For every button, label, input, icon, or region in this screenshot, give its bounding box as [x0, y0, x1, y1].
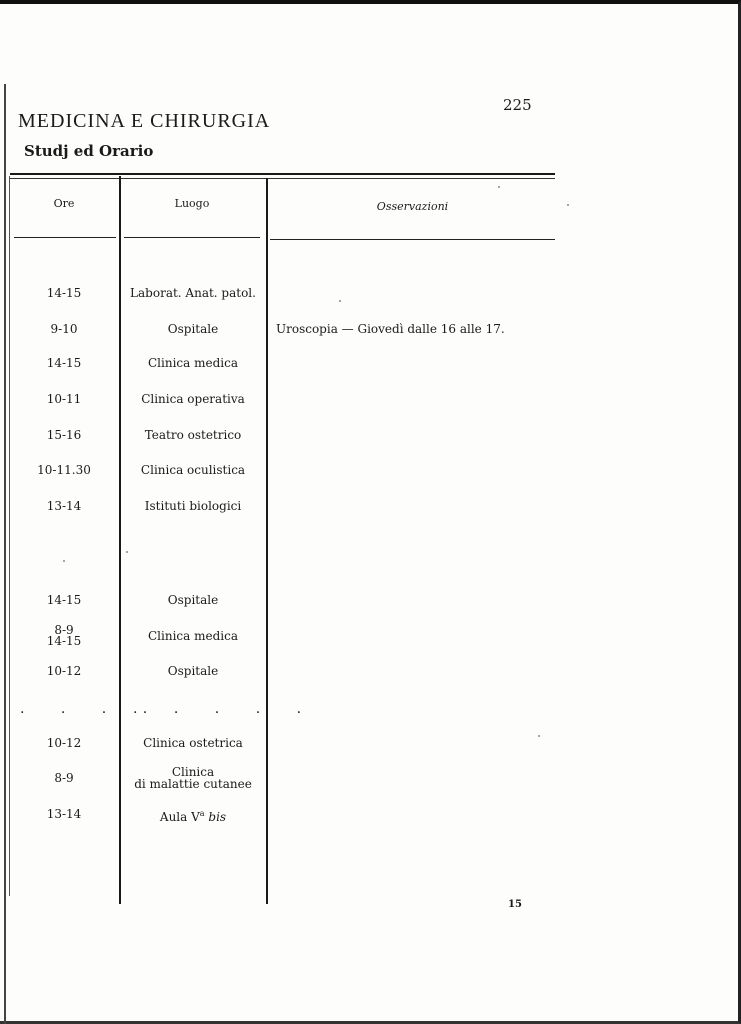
cell-luogo: Clinica medica: [148, 356, 238, 370]
print-speck: [63, 560, 65, 562]
ellipsis-ore: . . . .: [20, 701, 164, 717]
column-header-ore: Ore: [53, 197, 75, 210]
print-speck: [498, 186, 500, 188]
column-divider-luogo-osservazioni: [266, 178, 268, 904]
header-rule-ore: [14, 237, 116, 238]
cell-ore-line2: 14-15: [46, 634, 82, 648]
cell-luogo: Laborat. Anat. patol.: [130, 286, 256, 300]
column-header-luogo: Luogo: [174, 197, 210, 210]
binding-edge: [4, 84, 6, 1024]
cell-luogo: Ospitale: [167, 322, 219, 336]
column-divider-ore-luogo: [119, 176, 121, 904]
cell-luogo-text: Aula V: [159, 810, 200, 824]
cell-ore: 10-12: [46, 664, 82, 678]
cell-luogo: Teatro ostetrico: [144, 428, 242, 442]
cell-luogo: Ospitale: [167, 664, 219, 678]
cell-luogo-line2: di malattie cutanee: [134, 777, 252, 791]
signature-mark: 15: [508, 899, 522, 910]
cell-ore: 8-9: [54, 771, 74, 785]
cell-ore-line1: 8-9: [54, 623, 74, 637]
section-title: MEDICINA E CHIRURGIA: [18, 110, 271, 132]
cell-ore: 14-15: [46, 356, 82, 370]
cell-ore: 15-16: [46, 428, 82, 442]
print-speck: [126, 551, 128, 553]
cell-ore: 13-14: [46, 499, 82, 513]
ellipsis-luogo: . . . . .: [133, 701, 318, 717]
cell-ore: 14-15: [46, 286, 82, 300]
column-header-osservazioni: Osservazioni: [376, 200, 449, 213]
cell-luogo: Ospitale: [167, 593, 219, 607]
cell-ore: 9-10: [50, 322, 78, 336]
cell-luogo: [122, 808, 264, 823]
cell-luogo: Clinica ostetrica: [143, 736, 243, 750]
cell-ore: 10-11.30: [37, 463, 91, 477]
table-top-rule-thin: [10, 178, 555, 179]
page-number: 225: [503, 96, 532, 114]
cell-luogo: Clinica medica: [148, 629, 238, 643]
table-top-rule: [10, 173, 555, 175]
table-left-border: [9, 176, 10, 896]
section-subtitle: Studj ed Orario: [24, 142, 154, 160]
cell-ore: 13-14: [46, 807, 82, 821]
header-rule-osservazioni: [270, 239, 555, 240]
cell-ore: 14-15: [46, 593, 82, 607]
print-speck: [538, 735, 540, 737]
cell-luogo: Clinica operativa: [141, 392, 245, 406]
print-speck: [567, 204, 569, 206]
cell-ore: 10-11: [46, 392, 82, 406]
cell-luogo-line1: Clinica: [171, 765, 215, 779]
header-rule-luogo: [124, 237, 260, 238]
cell-luogo: Clinica oculistica: [140, 463, 246, 477]
cell-luogo-suffix: bis: [208, 810, 227, 824]
cell-luogo-superscript: a: [199, 809, 205, 818]
cell-luogo: Istituti biologici: [144, 499, 242, 513]
cell-ore: 10-12: [46, 736, 82, 750]
print-speck: [339, 300, 341, 302]
cell-osservazioni: Uroscopia — Giovedì dalle 16 alle 17.: [276, 322, 505, 336]
